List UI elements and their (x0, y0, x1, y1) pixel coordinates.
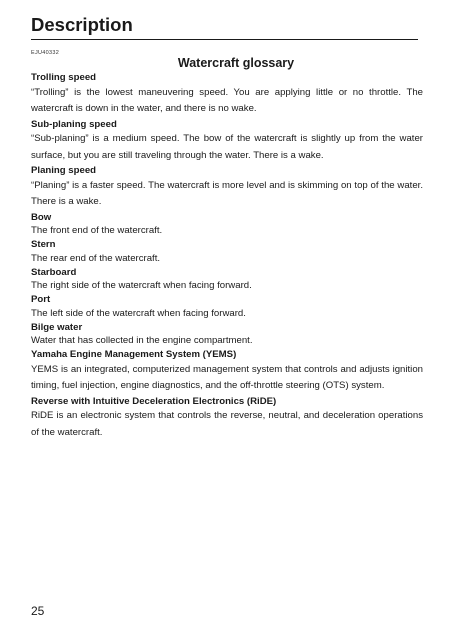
glossary-entry-bow (31, 212, 423, 239)
header-divider (31, 39, 418, 40)
glossary-definition: YEMS is an integrated, computerized management system that controls and adjusts ignition timing, fuel injection, engine diagnostics, and the off-throttle steering (OTS) system. (31, 363, 423, 391)
glossary-term: Trolling speed (31, 72, 97, 83)
glossary-definition: The left side of the watercraft when facing forward. (31, 307, 246, 319)
glossary-definition: The right side of the watercraft when facing forward. (31, 280, 252, 291)
glossary-definition: Water that has collected in the engine compartment. (31, 335, 253, 346)
glossary-definition: The rear end of the watercraft. (31, 252, 161, 264)
glossary-term: Bilge water (31, 321, 83, 333)
glossary-term: Yamaha Engine Management System (YEMS) (31, 349, 237, 360)
glossary-term: Planing speed (31, 165, 97, 176)
document-code: EJU40332 (31, 50, 60, 56)
glossary-term: Port (31, 294, 51, 305)
glossary-entry-starboard (31, 267, 423, 294)
glossary-entry-bilge-water (31, 322, 423, 349)
glossary-entry-planing-speed (31, 165, 423, 211)
glossary-entry-sub-planing-speed (31, 119, 423, 165)
page-number: 25 (31, 604, 45, 618)
glossary-list (31, 72, 423, 442)
glossary-definition: “Sub-planing” is a medium speed. The bow of the watercraft is slightly up from the water surface, but you are still traveling through the water. There is a wake. (31, 133, 423, 161)
glossary-definition: “Planing” is a faster speed. The watercraft is more level and is skimming on top of the water. There is a wake. (31, 179, 423, 207)
glossary-definition: RiDE is an electronic system that controls the reverse, neutral, and deceleration operations of the watercraft. (31, 410, 423, 438)
glossary-definition: The front end of the watercraft. (31, 225, 163, 236)
glossary-entry-port (31, 294, 423, 321)
glossary-term: Sub-planing speed (31, 118, 117, 130)
section-header (31, 14, 418, 40)
glossary-entry-stern (31, 239, 423, 266)
glossary-definition: “Trolling” is the lowest maneuvering speed. You are applying little or no throttle. The watercraft is down in the water, and there is no wake. (31, 86, 423, 114)
glossary-term: Reverse with Intuitive Deceleration Electronics (RiDE) (31, 395, 277, 407)
glossary-entry-ride (31, 396, 423, 442)
glossary-title: Watercraft glossary (177, 56, 295, 70)
glossary-term: Stern (31, 239, 56, 250)
section-title: Description (31, 14, 133, 35)
glossary-entry-trolling-speed (31, 72, 423, 118)
glossary-entry-yems (31, 349, 423, 395)
glossary-term: Starboard (31, 266, 77, 278)
glossary-term: Bow (31, 211, 52, 223)
